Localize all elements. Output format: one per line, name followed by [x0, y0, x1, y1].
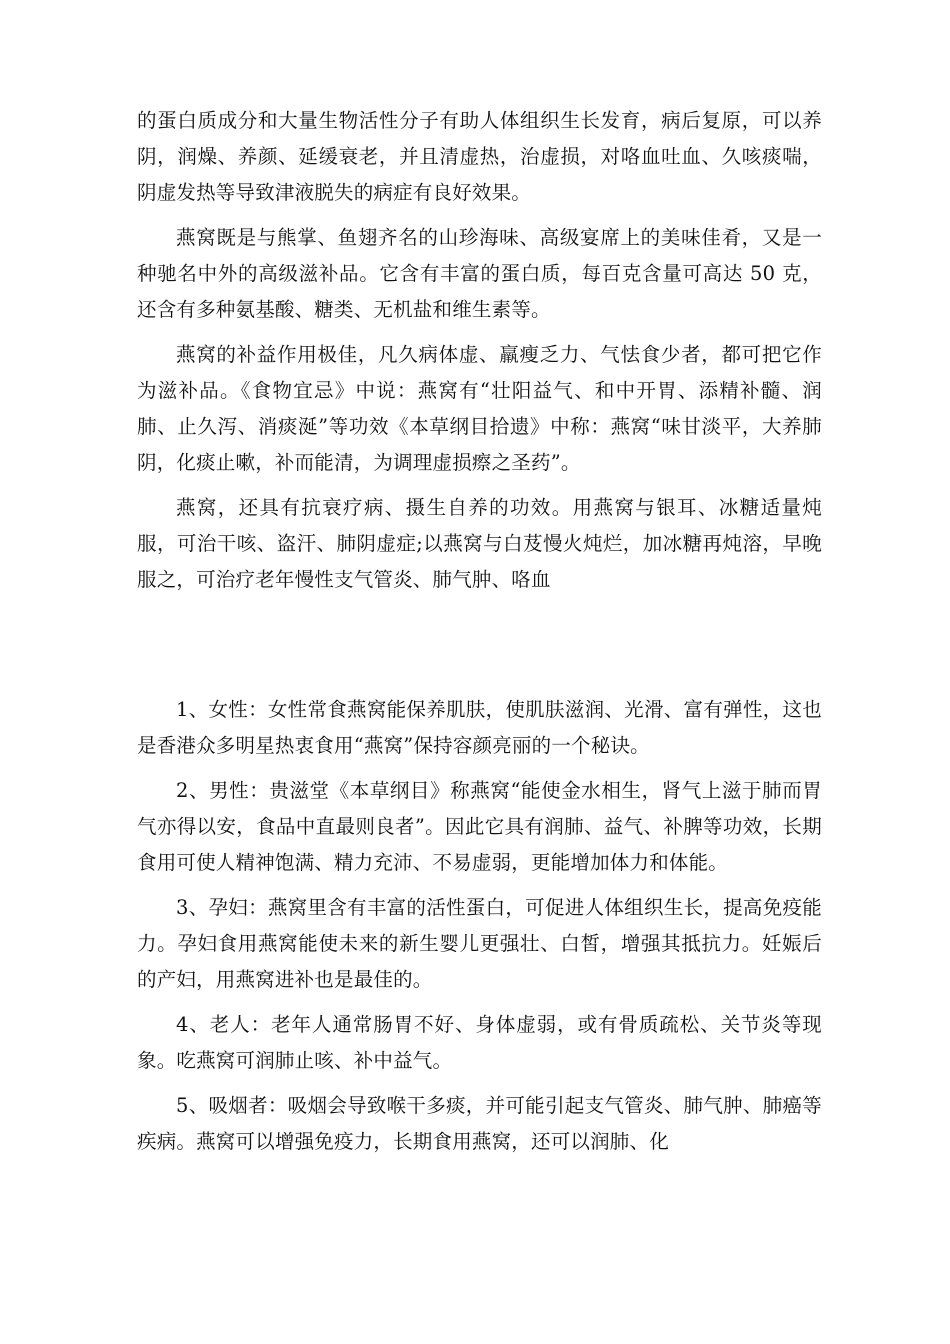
paragraph-remedies: 燕窝，还具有抗衰疗病、摄生自养的功效。用燕窝与银耳、冰糖适量炖服，可治干咳、盗汗、肺阴虚症;以燕窝与白芨慢火炖烂，加冰糖再炖溶，早晚服之，可治疗老年慢性支气管炎、肺气肿、咯血: [137, 496, 822, 591]
group-item-men: 2、男性：贵滋堂《本草纲目》称燕窝“能使金水相生，肾气上滋于肺而胃气亦得以安，食品中直最则良者”。因此它具有润肺、益气、补脾等功效，长期食用可使人精神饱满、精力充沛、不易虚弱，更能增加体力和体能。: [137, 779, 822, 874]
group-item-pregnant-women: 3、孕妇：燕窝里含有丰富的活性蛋白，可促进人体组织生长，提高免疫能力。孕妇食用燕窝能使未来的新生婴儿更强壮、白皙，增强其抵抗力。妊娠后的产妇，用燕窝进补也是最佳的。: [137, 896, 822, 991]
document-body: [137, 103, 822, 1160]
group-item-smokers: 5、吸烟者：吸烟会导致喉干多痰，并可能引起支气管炎、肺气肿、肺癌等疾病。燕窝可以增强免疫力，长期食用燕窝，还可以润肺、化: [137, 1094, 822, 1153]
paragraph-tonic-effects: 燕窝的补益作用极佳，凡久病体虚、羸瘦乏力、气怯食少者，都可把它作为滋补品。《食物宜忌》中说：燕窝有“壮阳益气、和中开胃、添精补髓、润肺、止久泻、消痰涎”等功效《本草纲目拾遗》中称：燕窝“味甘淡平，大养肺阴，化痰止嗽，补而能清，为调理虚损瘵之圣药”。: [137, 343, 822, 474]
paragraph-continuation: 的蛋白质成分和大量生物活性分子有助人体组织生长发育，病后复原，可以养阴，润燥、养颜、延缓衰老，并且清虚热，治虚损，对咯血吐血、久咳痰喘，阴虚发热等导致津液脱失的病症有良好效果。: [137, 109, 822, 204]
group-item-women: 1、女性：女性常食燕窝能保养肌肤，使肌肤滋润、光滑、富有弹性，这也是香港众多明星热衷食用“燕窝”保持容颜亮丽的一个秘诀。: [137, 698, 822, 757]
group-item-elderly: 4、老人：老年人通常肠胃不好、身体虚弱，或有骨质疏松、关节炎等现象。吃燕窝可润肺止咳、补中益气。: [137, 1013, 822, 1072]
paragraph-bird-nest-delicacy: 燕窝既是与熊掌、鱼翅齐名的山珍海味、高级宴席上的美味佳肴，又是一种驰名中外的高级滋补品。它含有丰富的蛋白质，每百克含量可高达 50 克，还含有多种氨基酸、糖类、无机盐和维生素等。: [137, 226, 822, 321]
